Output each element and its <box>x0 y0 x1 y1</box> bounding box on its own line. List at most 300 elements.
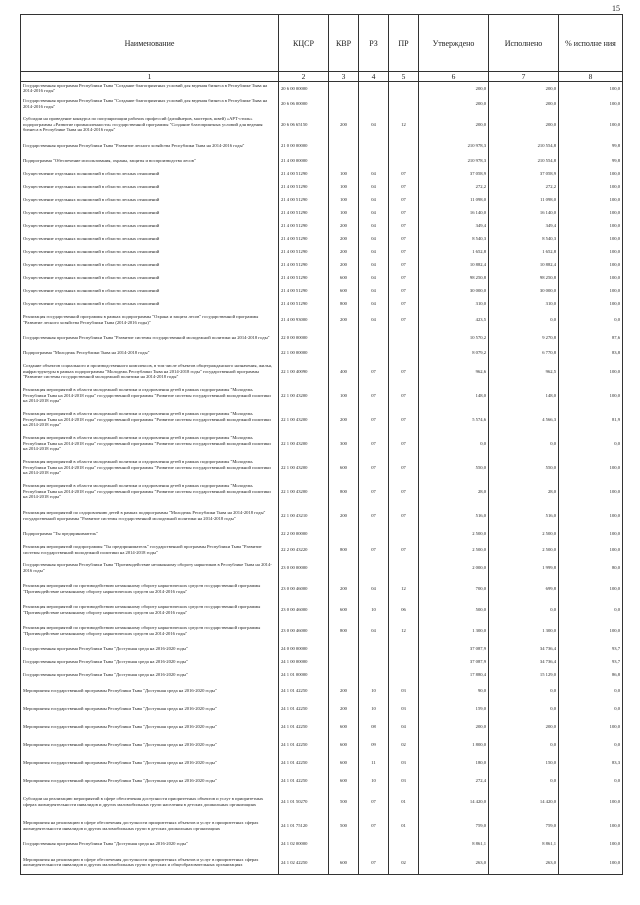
row-kcsr: 24 1 00 00000 <box>279 656 329 669</box>
row-percent: 80,0 <box>559 559 623 577</box>
row-approved: 37 087,9 <box>419 643 489 656</box>
row-percent: 100,0 <box>559 790 623 814</box>
row-executed: 0,0 <box>489 772 559 790</box>
row-pr: 07 <box>389 298 419 311</box>
row-pr: 01 <box>389 814 419 838</box>
row-kcsr: 21 4 00 51290 <box>279 272 329 285</box>
table-row <box>21 194 623 207</box>
table-row <box>21 220 623 233</box>
row-kcsr: 24 1 01 42250 <box>279 754 329 772</box>
row-name: Реализация мероприятий в области молодежной политики и оздоровления детей в рамках подпрограммы "Молодежь Республики Тыва на 2014-2018 годы" государственной программы "Развитие системы государственной молодежной политики на 2014-2018 годы" <box>21 480 279 504</box>
table-row <box>21 82 623 95</box>
row-name: Подпрограмма "Ты предприниматель" <box>21 528 279 541</box>
row-kvr <box>329 347 359 360</box>
row-approved: 14 420,0 <box>419 790 489 814</box>
row-kcsr: 21 4 00 51290 <box>279 168 329 181</box>
row-rz: 04 <box>359 207 389 220</box>
row-pr <box>389 838 419 851</box>
row-name: Государственная программа Республики Тыва "Развитие системы государственной молодежной политики на 2014-2018 годы" <box>21 329 279 347</box>
row-executed: 37 058,9 <box>489 168 559 181</box>
page-number: 15 <box>612 4 620 13</box>
row-kcsr: 24 1 01 00000 <box>279 669 329 682</box>
row-kcsr: 20 6 00 00000 <box>279 82 329 95</box>
row-name: Мероприятия государственной программы Республики Тыва "Доступная среда на 2016-2020 годы" <box>21 754 279 772</box>
row-percent: 81,9 <box>559 408 623 432</box>
row-executed: 2 500,0 <box>489 541 559 559</box>
row-pr: 03 <box>389 682 419 700</box>
table-row <box>21 285 623 298</box>
row-percent: 100,0 <box>559 298 623 311</box>
table-row <box>21 233 623 246</box>
row-rz <box>359 643 389 656</box>
row-kvr: 200 <box>329 220 359 233</box>
row-kvr: 600 <box>329 456 359 480</box>
row-pr: 07 <box>389 480 419 504</box>
row-percent: 83,3 <box>559 754 623 772</box>
row-kvr: 200 <box>329 311 359 329</box>
row-kcsr: 22 1 00 43200 <box>279 456 329 480</box>
row-kvr: 200 <box>329 259 359 272</box>
row-pr: 07 <box>389 168 419 181</box>
table-body <box>21 82 623 875</box>
row-kcsr: 22 2 00 00000 <box>279 528 329 541</box>
row-pr: 07 <box>389 541 419 559</box>
table-row <box>21 181 623 194</box>
row-percent: 100,0 <box>559 285 623 298</box>
row-kcsr: 24 0 00 00000 <box>279 643 329 656</box>
row-kvr <box>329 137 359 155</box>
table-row <box>21 347 623 360</box>
row-percent: 100,0 <box>559 577 623 601</box>
row-kcsr: 21 4 00 51290 <box>279 298 329 311</box>
row-approved: 28,0 <box>419 480 489 504</box>
row-kcsr: 21 4 00 51290 <box>279 246 329 259</box>
table-row <box>21 541 623 559</box>
row-name: Осуществление отдельных полномочий в области лесных отношений <box>21 259 279 272</box>
row-name: Реализация мероприятий в области молодежной политики и оздоровления детей в рамках подпрограммы "Молодежь Республики Тыва на 2014-2018 годы" государственной программы "Развитие системы государственной молодежной политики на 2014-2018 годы" <box>21 384 279 408</box>
table-row <box>21 137 623 155</box>
row-executed: 272,2 <box>489 181 559 194</box>
row-name: Реализация мероприятий по противодействию незаконному обороту наркотических средств государственной программы "Противодействие незаконному обороту наркотических средств на 2014-2016 годы" <box>21 577 279 601</box>
row-pr: 07 <box>389 259 419 272</box>
row-approved: 349,4 <box>419 220 489 233</box>
header-percent: % исполне ния <box>559 15 623 72</box>
row-approved: 37 087,9 <box>419 656 489 669</box>
row-percent: 0,0 <box>559 700 623 718</box>
row-kvr: 100 <box>329 181 359 194</box>
row-percent: 0,0 <box>559 736 623 754</box>
row-pr: 07 <box>389 285 419 298</box>
row-approved: 310,0 <box>419 298 489 311</box>
row-executed: 9 270,8 <box>489 329 559 347</box>
row-name: Реализация мероприятий подпрограммы "Ты предприниматель" государственной программы Республики Тыва "Развитие системы государственной молодежной политики на 2014-2018 годы" <box>21 541 279 559</box>
row-executed: 98 250,8 <box>489 272 559 285</box>
row-rz: 04 <box>359 619 389 643</box>
row-name: Государственная программа Республики Тыва "Создание благоприятных условий для ведения бизнеса в Республике Тыва на 2014-2016 годы" <box>21 82 279 95</box>
row-kvr: 200 <box>329 700 359 718</box>
row-approved: 8 861,1 <box>419 838 489 851</box>
row-rz <box>359 528 389 541</box>
row-pr: 03 <box>389 772 419 790</box>
row-pr: 02 <box>389 736 419 754</box>
row-executed: 0,0 <box>489 601 559 619</box>
row-pr: 07 <box>389 432 419 456</box>
row-percent: 86,8 <box>559 669 623 682</box>
budget-execution-table <box>20 14 623 875</box>
column-number: 5 <box>389 72 419 82</box>
row-rz <box>359 95 389 113</box>
row-name: Реализация мероприятий по оздоровлению детей в рамках подпрограммы "Молодежь Республики Тыва на 2014-2018 годы" государственной программы "Развитие системы государственной молодежной политики на 2014-2018 годы" <box>21 504 279 528</box>
row-kcsr: 24 1 01 42250 <box>279 736 329 754</box>
row-approved: 98 250,8 <box>419 272 489 285</box>
row-name: Мероприятия на реализацию в сфере обеспечения доступности приоритетных объектов и услуг в приоритетных сферах жизнедеятельности инвалидов и других маломобильных групп в детских и общеобразовательных организациях <box>21 851 279 875</box>
row-executed: 34 736,4 <box>489 656 559 669</box>
row-rz: 04 <box>359 246 389 259</box>
row-percent: 100,0 <box>559 456 623 480</box>
row-kvr <box>329 95 359 113</box>
row-rz: 10 <box>359 682 389 700</box>
row-approved: 5 574,6 <box>419 408 489 432</box>
row-pr <box>389 82 419 95</box>
row-kcsr: 22 2 00 43220 <box>279 541 329 559</box>
table-row <box>21 528 623 541</box>
row-kvr: 600 <box>329 736 359 754</box>
row-kvr <box>329 669 359 682</box>
row-rz: 07 <box>359 504 389 528</box>
table-row <box>21 155 623 168</box>
row-rz: 10 <box>359 772 389 790</box>
row-pr: 04 <box>389 718 419 736</box>
row-executed: 8 861,1 <box>489 838 559 851</box>
row-pr <box>389 528 419 541</box>
table-row <box>21 504 623 528</box>
row-approved: 2 500,0 <box>419 541 489 559</box>
row-kvr: 800 <box>329 541 359 559</box>
row-name: Осуществление отдельных полномочий в области лесных отношений <box>21 298 279 311</box>
row-percent: 100,0 <box>559 220 623 233</box>
row-pr <box>389 559 419 577</box>
row-kcsr: 21 4 00 51290 <box>279 233 329 246</box>
row-approved: 200,0 <box>419 82 489 95</box>
row-kcsr: 21 4 00 51290 <box>279 181 329 194</box>
row-pr: 07 <box>389 456 419 480</box>
table-row <box>21 95 623 113</box>
row-kvr <box>329 643 359 656</box>
row-approved: 550,0 <box>419 456 489 480</box>
row-executed: 200,0 <box>489 82 559 95</box>
table-row <box>21 246 623 259</box>
row-executed: 200,0 <box>489 113 559 137</box>
row-percent: 100,0 <box>559 194 623 207</box>
row-name: Осуществление отдельных полномочий в области лесных отношений <box>21 181 279 194</box>
row-pr: 07 <box>389 207 419 220</box>
row-executed: 516,0 <box>489 504 559 528</box>
row-approved: 210 978,3 <box>419 155 489 168</box>
row-kcsr: 24 1 01 42250 <box>279 772 329 790</box>
header-rz: РЗ <box>359 15 389 72</box>
row-rz: 04 <box>359 194 389 207</box>
row-approved: 1 652,8 <box>419 246 489 259</box>
row-approved: 2 000,0 <box>419 559 489 577</box>
row-executed: 310,0 <box>489 298 559 311</box>
row-kvr <box>329 656 359 669</box>
header-kvr: КВР <box>329 15 359 72</box>
row-rz: 04 <box>359 113 389 137</box>
row-name: Осуществление отдельных полномочий в области лесных отношений <box>21 168 279 181</box>
row-pr <box>389 95 419 113</box>
row-rz: 07 <box>359 360 389 384</box>
row-kcsr: 24 1 01 42250 <box>279 700 329 718</box>
row-approved: 10 570,2 <box>419 329 489 347</box>
row-rz: 07 <box>359 408 389 432</box>
row-executed: 150,0 <box>489 754 559 772</box>
table-row <box>21 360 623 384</box>
row-kcsr: 21 0 00 00000 <box>279 137 329 155</box>
row-percent: 93,7 <box>559 643 623 656</box>
row-rz: 10 <box>359 700 389 718</box>
row-kcsr: 22 1 00 43200 <box>279 480 329 504</box>
row-name: Осуществление отдельных полномочий в области лесных отношений <box>21 246 279 259</box>
row-percent: 100,0 <box>559 168 623 181</box>
row-pr <box>389 656 419 669</box>
row-executed: 1 652,8 <box>489 246 559 259</box>
row-name: Государственная программа Республики Тыва "Доступная среда на 2016-2020 годы" <box>21 643 279 656</box>
row-rz: 10 <box>359 601 389 619</box>
header-name: Наименование <box>21 15 279 72</box>
row-approved: 700,0 <box>419 577 489 601</box>
row-rz: 07 <box>359 790 389 814</box>
row-executed: 263,0 <box>489 851 559 875</box>
row-approved: 8 079,2 <box>419 347 489 360</box>
row-rz <box>359 82 389 95</box>
row-pr: 07 <box>389 181 419 194</box>
row-kvr <box>329 329 359 347</box>
row-approved: 200,0 <box>419 95 489 113</box>
row-rz: 04 <box>359 272 389 285</box>
row-name: Осуществление отдельных полномочий в области лесных отношений <box>21 233 279 246</box>
row-executed: 0,0 <box>489 700 559 718</box>
row-percent: 100,0 <box>559 838 623 851</box>
row-approved: 30 000,0 <box>419 285 489 298</box>
row-approved: 90,0 <box>419 682 489 700</box>
row-rz <box>359 838 389 851</box>
row-kvr: 500 <box>329 790 359 814</box>
row-kvr: 200 <box>329 408 359 432</box>
row-executed: 14 420,0 <box>489 790 559 814</box>
row-percent: 100,0 <box>559 504 623 528</box>
row-kvr: 200 <box>329 233 359 246</box>
row-name: Мероприятия государственной программы Республики Тыва "Доступная среда на 2016-2020 годы" <box>21 700 279 718</box>
row-kvr: 600 <box>329 772 359 790</box>
row-kcsr: 22 1 00 43200 <box>279 432 329 456</box>
row-executed: 0,0 <box>489 311 559 329</box>
row-percent: 100,0 <box>559 113 623 137</box>
row-name: Реализация мероприятий в области молодежной политики и оздоровления детей в рамках подпрограммы "Молодежь Республики Тыва на 2014-2018 годы" государственной программы "Развитие системы государственной молодежной политики на 2014-2018 годы" <box>21 456 279 480</box>
row-name: Государственная программа Республики Тыва "Создание благоприятных условий для ведения бизнеса в Республике Тыва на 2014-2016 годы" <box>21 95 279 113</box>
row-name: Подпрограмма "Обеспечение использования, охраны, защиты и воспроизводства лесов" <box>21 155 279 168</box>
row-percent: 100,0 <box>559 181 623 194</box>
table-row <box>21 384 623 408</box>
row-approved: 962,6 <box>419 360 489 384</box>
row-percent: 100,0 <box>559 259 623 272</box>
row-percent: 100,0 <box>559 246 623 259</box>
row-pr: 07 <box>389 233 419 246</box>
row-executed: 4 566,3 <box>489 408 559 432</box>
table-row <box>21 480 623 504</box>
row-approved: 10 882,4 <box>419 259 489 272</box>
column-number: 6 <box>419 72 489 82</box>
row-executed: 1 999,8 <box>489 559 559 577</box>
row-rz: 07 <box>359 480 389 504</box>
row-kvr: 600 <box>329 754 359 772</box>
row-kvr: 800 <box>329 298 359 311</box>
row-executed: 0,0 <box>489 682 559 700</box>
row-name: Осуществление отдельных полномочий в области лесных отношений <box>21 194 279 207</box>
row-percent: 100,0 <box>559 95 623 113</box>
row-kcsr: 22 1 00 00000 <box>279 347 329 360</box>
row-approved: 180,0 <box>419 754 489 772</box>
row-name: Государственная программа Республики Тыва "Доступная среда на 2016-2020 годы" <box>21 838 279 851</box>
row-kvr <box>329 155 359 168</box>
row-name: Мероприятия государственной программы Республики Тыва "Доступная среда на 2016-2020 годы" <box>21 736 279 754</box>
row-approved: 159,0 <box>419 700 489 718</box>
row-percent: 99,8 <box>559 155 623 168</box>
row-executed: 148,0 <box>489 384 559 408</box>
row-executed: 11 098,0 <box>489 194 559 207</box>
row-name: Осуществление отдельных полномочий в области лесных отношений <box>21 285 279 298</box>
row-rz <box>359 347 389 360</box>
row-name: Субсидии на реализацию мероприятий в сфере обеспечения доступности приоритетных объектов и услуг в приоритетных сферах жизнедеятельности инвалидов и других маломобильных групп населения в детских дошкольных организациях <box>21 790 279 814</box>
table-row <box>21 272 623 285</box>
row-kcsr: 24 1 01 75120 <box>279 814 329 838</box>
header-pr: ПР <box>389 15 419 72</box>
row-kvr: 100 <box>329 194 359 207</box>
row-executed: 550,0 <box>489 456 559 480</box>
row-approved: 423,5 <box>419 311 489 329</box>
row-executed: 200,0 <box>489 95 559 113</box>
row-name: Реализация мероприятий в области молодежной политики и оздоровления детей в рамках подпрограммы "Молодежь Республики Тыва на 2014-2018 годы" государственной программы "Развитие системы государственной молодежной политики на 2014-2018 годы" <box>21 432 279 456</box>
row-approved: 1 300,0 <box>419 619 489 643</box>
row-percent: 100,0 <box>559 814 623 838</box>
row-approved: 263,0 <box>419 851 489 875</box>
row-rz <box>359 656 389 669</box>
row-approved: 500,0 <box>419 601 489 619</box>
row-rz: 08 <box>359 718 389 736</box>
row-approved: 210 978,3 <box>419 137 489 155</box>
row-pr <box>389 155 419 168</box>
table-row <box>21 814 623 838</box>
row-rz <box>359 137 389 155</box>
row-kcsr: 21 4 00 51290 <box>279 207 329 220</box>
row-kcsr: 22 1 00 43200 <box>279 408 329 432</box>
row-pr: 03 <box>389 700 419 718</box>
row-percent: 100,0 <box>559 851 623 875</box>
header-row <box>21 15 623 72</box>
row-approved: 8 540,3 <box>419 233 489 246</box>
row-executed: 962,5 <box>489 360 559 384</box>
row-kcsr: 21 4 00 51290 <box>279 285 329 298</box>
row-rz: 04 <box>359 259 389 272</box>
column-number: 3 <box>329 72 359 82</box>
row-approved: 1 800,0 <box>419 736 489 754</box>
row-percent: 83,8 <box>559 347 623 360</box>
row-executed: 28,0 <box>489 480 559 504</box>
row-rz: 07 <box>359 851 389 875</box>
row-approved: 200,0 <box>419 113 489 137</box>
row-kcsr: 21 4 00 93000 <box>279 311 329 329</box>
row-kvr: 400 <box>329 360 359 384</box>
table-row <box>21 432 623 456</box>
row-executed: 210 554,8 <box>489 137 559 155</box>
row-rz <box>359 669 389 682</box>
column-number-row <box>21 72 623 82</box>
row-executed: 34 736,4 <box>489 643 559 656</box>
row-approved: 272,2 <box>419 181 489 194</box>
row-kcsr: 22 1 00 43210 <box>279 504 329 528</box>
row-kvr: 100 <box>329 384 359 408</box>
row-percent: 100,0 <box>559 360 623 384</box>
row-name: Осуществление отдельных полномочий в области лесных отношений <box>21 220 279 233</box>
row-approved: 272,4 <box>419 772 489 790</box>
row-rz: 04 <box>359 311 389 329</box>
row-percent: 87,6 <box>559 329 623 347</box>
table-row <box>21 408 623 432</box>
row-pr: 07 <box>389 194 419 207</box>
table-row <box>21 643 623 656</box>
row-name: Реализация мероприятий по противодействию незаконному обороту наркотических средств государственной программы "Противодействие незаконному обороту наркотических средств на 2014-2016 годы" <box>21 601 279 619</box>
row-kvr <box>329 528 359 541</box>
table-row <box>21 790 623 814</box>
row-pr: 07 <box>389 360 419 384</box>
table-row <box>21 736 623 754</box>
row-kvr: 600 <box>329 285 359 298</box>
table-row <box>21 559 623 577</box>
row-executed: 1 300,0 <box>489 619 559 643</box>
row-name: Государственная программа Республики Тыва "Развитие лесного хозяйства Республики Тыва на 2014-2016 годы" <box>21 137 279 155</box>
row-kcsr: 20 6 06 00000 <box>279 95 329 113</box>
row-approved: 16 140,0 <box>419 207 489 220</box>
row-rz: 04 <box>359 577 389 601</box>
row-rz: 07 <box>359 384 389 408</box>
row-pr: 02 <box>389 851 419 875</box>
row-rz: 04 <box>359 285 389 298</box>
row-approved: 2 500,0 <box>419 528 489 541</box>
header-executed: Исполнено <box>489 15 559 72</box>
row-kvr <box>329 82 359 95</box>
table-row <box>21 329 623 347</box>
table-row <box>21 772 623 790</box>
row-approved: 37 058,9 <box>419 168 489 181</box>
row-percent: 99,8 <box>559 137 623 155</box>
row-percent: 0,0 <box>559 772 623 790</box>
table-row <box>21 207 623 220</box>
row-kcsr: 23 0 00 46000 <box>279 601 329 619</box>
row-pr: 07 <box>389 408 419 432</box>
row-name: Осуществление отдельных полномочий в области лесных отношений <box>21 272 279 285</box>
row-rz <box>359 559 389 577</box>
row-kcsr: 22 1 00 43200 <box>279 384 329 408</box>
row-kvr: 800 <box>329 480 359 504</box>
row-rz: 07 <box>359 432 389 456</box>
row-rz: 04 <box>359 168 389 181</box>
row-percent: 0,0 <box>559 311 623 329</box>
row-kcsr: 21 4 00 51290 <box>279 220 329 233</box>
row-kvr: 200 <box>329 577 359 601</box>
row-kcsr: 22 0 00 00000 <box>279 329 329 347</box>
row-pr: 07 <box>389 220 419 233</box>
row-kvr: 200 <box>329 113 359 137</box>
row-kvr: 500 <box>329 814 359 838</box>
